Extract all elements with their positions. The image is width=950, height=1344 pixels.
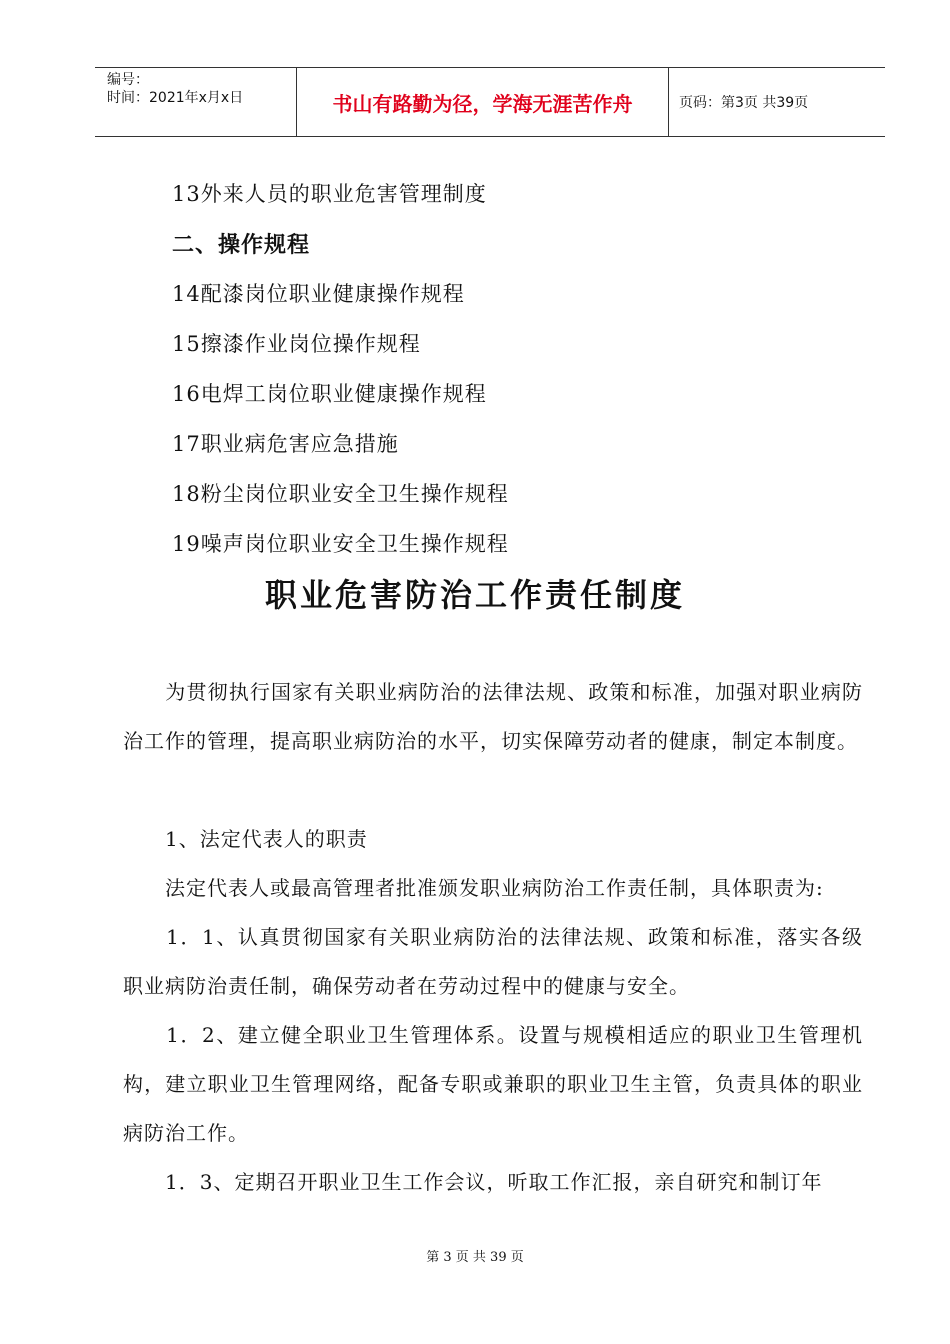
paragraph: 1、法定代表人的职责	[123, 827, 368, 851]
paragraph: 为贯彻执行国家有关职业病防治的法律法规、政策和标准，加强对职业病防治工作的管理，提高职业病防治的水平，切实保障劳动者的健康，制定本制度。	[123, 680, 863, 753]
header-meta	[95, 68, 297, 136]
list-item: 17职业病危害应急措施	[172, 432, 399, 456]
page-header	[95, 67, 885, 137]
document-title: 职业危害防治工作责任制度	[264, 576, 685, 614]
number-label: 编号：	[107, 72, 149, 88]
paragraph: 法定代表人或最高管理者批准颁发职业病防治工作责任制，具体职责为:	[123, 876, 824, 900]
list-item: 14配漆岗位职业健康操作规程	[172, 282, 465, 306]
list-item: 18粉尘岗位职业安全卫生操作规程	[172, 482, 509, 506]
list-item: 16电焊工岗位职业健康操作规程	[172, 382, 487, 406]
list-item: 19噪声岗位职业安全卫生操作规程	[172, 532, 509, 556]
page-footer: 第 3 页 共 39 页	[426, 1250, 524, 1265]
paragraph: 1．2、建立健全职业卫生管理体系。设置与规模相适应的职业卫生管理机构，建立职业卫生管理网络，配备专职或兼职的职业卫生主管，负责具体的职业病防治工作。	[123, 1023, 863, 1145]
list-item: 13外来人员的职业危害管理制度	[172, 182, 487, 206]
header-motto: 书山有路勤为径，学海无涯苦作舟	[297, 68, 669, 136]
paragraph: 1．3、定期召开职业卫生工作会议，听取工作汇报，亲自研究和制订年	[123, 1170, 823, 1194]
time-label: 时间：2021年x月x日	[107, 90, 244, 106]
paragraph: 1．1、认真贯彻国家有关职业病防治的法律法规、政策和标准，落实各级职业病防治责任制，确保劳动者在劳动过程中的健康与安全。	[123, 925, 863, 998]
section-heading: 二、操作规程	[172, 233, 311, 258]
header-page-info: 页码：第3页 共39页	[679, 95, 809, 111]
list-item: 15擦漆作业岗位操作规程	[172, 332, 421, 356]
